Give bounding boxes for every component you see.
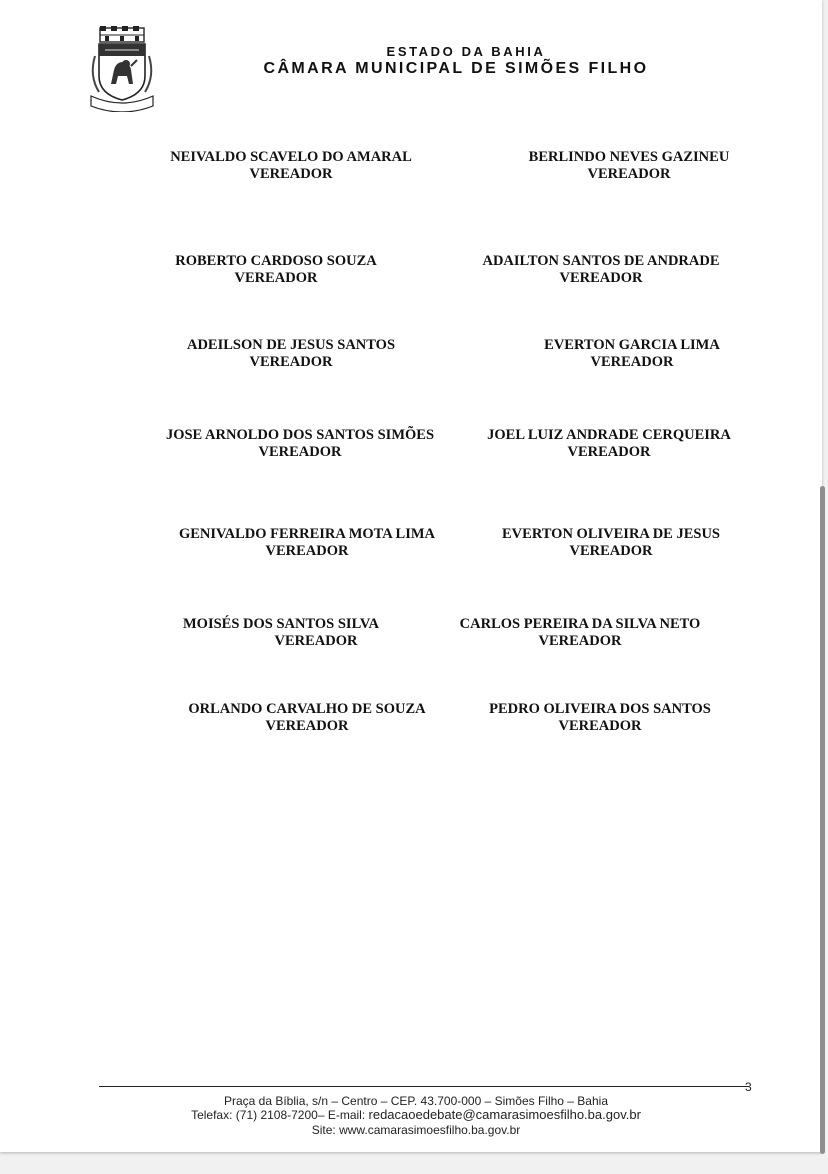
- signatory-role: VEREADOR: [258, 444, 342, 460]
- signatory-name: PEDRO OLIVEIRA DOS SANTOS: [489, 701, 711, 717]
- signatory-role: VEREADOR: [249, 354, 333, 370]
- signature-block: [178, 701, 436, 735]
- signatory-name: ORLANDO CARVALHO DE SOUZA: [188, 701, 426, 717]
- footer-address: Praça da Bíblia, s/n – Centro – CEP. 43.700-000 – Simões Filho – Bahia: [223, 1094, 608, 1108]
- signatory-role: VEREADOR: [569, 543, 653, 559]
- footer-phone: Telefax: (71) 2108-7200– E-mail:: [191, 1108, 369, 1122]
- signature-block: [482, 701, 718, 735]
- signature-block: [538, 337, 726, 371]
- signatory-name: EVERTON OLIVEIRA DE JESUS: [502, 526, 720, 542]
- header-chamber-title: CÂMARA MUNICIPAL DE SIMÕES FILHO: [263, 60, 649, 77]
- footer-email-link[interactable]: redacaoedebate@camarasimoesfilho.ba.gov.br: [368, 1107, 641, 1122]
- signatory-name: JOSE ARNOLDO DOS SANTOS SIMÕES: [165, 427, 435, 443]
- signatory-name: CARLOS PEREIRA DA SILVA NETO: [459, 616, 701, 632]
- signatory-name: ADAILTON SANTOS DE ANDRADE: [482, 253, 720, 269]
- signatory-role: VEREADOR: [559, 270, 643, 286]
- signature-block: [522, 149, 736, 183]
- signature-block: [170, 253, 382, 287]
- signatory-name: JOEL LUIZ ANDRADE CERQUEIRA: [487, 427, 731, 443]
- signatory-name: MOISÉS DOS SANTOS SILVA: [183, 616, 379, 632]
- signatory-name: NEIVALDO SCAVELO DO AMARAL: [170, 149, 412, 165]
- footer-contact: [130, 1108, 702, 1122]
- signatory-role: VEREADOR: [590, 354, 674, 370]
- signature-block: [475, 253, 727, 287]
- footer-site[interactable]: Site: www.camarasimoesfilho.ba.gov.br: [311, 1123, 521, 1137]
- signatory-role: VEREADOR: [265, 718, 349, 734]
- footer-divider: [99, 1086, 749, 1087]
- vertical-scrollbar[interactable]: [820, 486, 825, 1154]
- signature-block: [480, 427, 738, 461]
- signatory-role: VEREADOR: [249, 166, 333, 182]
- signatory-role: VEREADOR: [558, 718, 642, 734]
- signatory-name: ROBERTO CARDOSO SOUZA: [175, 253, 377, 269]
- signatory-role: VEREADOR: [567, 444, 651, 460]
- signatory-role: VEREADOR: [274, 633, 358, 649]
- signatory-role: VEREADOR: [234, 270, 318, 286]
- signature-block: [170, 526, 444, 560]
- signature-block: [158, 427, 442, 461]
- signature-block: [454, 616, 706, 650]
- signature-block: [181, 337, 401, 371]
- signatory-name: BERLINDO NEVES GAZINEU: [528, 149, 730, 165]
- signature-block: [495, 526, 727, 560]
- signatory-name: GENIVALDO FERREIRA MOTA LIMA: [178, 526, 436, 542]
- signatory-name: ADEILSON DE JESUS SANTOS: [186, 337, 396, 353]
- header-state-title: ESTADO DA BAHIA: [386, 44, 546, 59]
- signatory-role: VEREADOR: [265, 543, 349, 559]
- signature-block: [162, 149, 420, 183]
- signatory-role: VEREADOR: [538, 633, 622, 649]
- signature-block: [183, 616, 449, 650]
- municipal-crest-logo: [87, 26, 157, 112]
- signatory-role: VEREADOR: [587, 166, 671, 182]
- page-number: 3: [745, 1080, 752, 1094]
- signatory-name: EVERTON GARCIA LIMA: [544, 337, 720, 353]
